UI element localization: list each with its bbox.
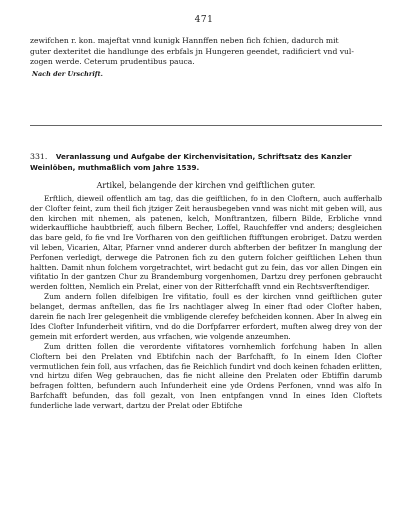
document-title: Veranlassung und Aufgabe der Kirchenvisitation, Schriftsatz des Kanzler Weinlöben, muthmaßlich vom Jahre 1539. [30, 152, 352, 172]
document-heading [30, 151, 382, 173]
paragraph: Erftlich, dieweil offentlich am tag, das die geiftlichen, fo in den Cloftern, auch aufferhalb der Clofter feint, zum theil fich jtziger Zeit herausbegeben vnnd was nicht mit geben will, aus den kirchen mit nhemen, als patenen, kelch, Monftrantzen, filbern Bilde, Erbliche vnnd widerkauffliche haubtbrieff, auch filbern Becher, Loffel, Rauchfeffer vnd anders; desgleichen das bare geld, fo fie vnd Ire Vorfharen von den geiftlichen ftifftungen erobriget. Datzu werden vil leben, Vicarien, Altar, Pfarner vnnd anderer durch abfterben der befitzer In manglung der Perfonen verledigt, derwege die Patronen fich zu den gutern folcher geiftlichen Lehen thun haltten. Damit nhun folchem vorgetrachtet, wirt bedacht gut zu fein, das vor allen Dingen ein vifitatio In der gantzen Chur zu Brandemburg vorgenhomen, Dartzu drey perfonen gebraucht werden foltten, Nemlich ein Prelat, einer von der Ritterfchafft vnnd ein Rechtsverftendiger. [30, 194, 382, 292]
document-number: 331. [30, 152, 48, 161]
document-subtitle: Artikel, belangende der kirchen vnd geiftlichen guter. [96, 181, 316, 190]
section-divider [30, 125, 382, 126]
continued-text-block [30, 36, 382, 78]
text-line: zewifchen r. kon. majeftat vnnd kunigk Hannffen neben fich fchien, dadurch mit [30, 36, 339, 45]
document-body [30, 194, 382, 411]
text-line: guter dexteritet die handlunge des erbfals jn Hungeren geendet, radificiert vnd vul- [30, 46, 354, 56]
text-line: zogen werde. Ceterum prudentibus pauca. [30, 57, 195, 66]
page-number: 471 [194, 15, 214, 25]
source-note: Nach der Urschrift. [32, 69, 103, 78]
paragraph: Zum dritten follen die verordente vifitatores vornhemlich forfchung haben In allen Cloftern bei den Prelaten vnd Ebtifchin nach der Barfchafft, fo In einem Iden Clofter vermutlichen fein foll, aus vrfachen, das fie Reichlich fundirt vnd doch keinen fchaden erlitten, vnd hirtzu difen Weg gebrauchen, das fie nicht alleine den Prelaten oder Ebtiffin darumb befragen foltten, befundern auch Infunderheit eine yde Ordens Perfonen, vnnd was alfo In Barfchafft befunden, das foll gezalt, von Inen entpfangen vnnd In eines Iden Cloftets funderliche lade verwart, dartzu der Prelat oder Ebtifche [30, 341, 383, 410]
paragraph: Zum andern follen difelbigen Ire vifitatio, foull es der kirchen vnnd geiftlichen guter belanget, dermas anftellen, das fie Irs nachtlager alweg In einer ftad oder Clofter haben, darein fie nach Irer gelegenheit die vmbligende clerefey befcheiden konnen. Aber In alweg ein Ides Clofter Infunderheit vifitirn, vnd do die Dorfpfarrer erfordert, muften alweg drey von der gemein mit erfordert werden, aus vrfachen, wie volgende anzeumhen. [30, 292, 382, 341]
